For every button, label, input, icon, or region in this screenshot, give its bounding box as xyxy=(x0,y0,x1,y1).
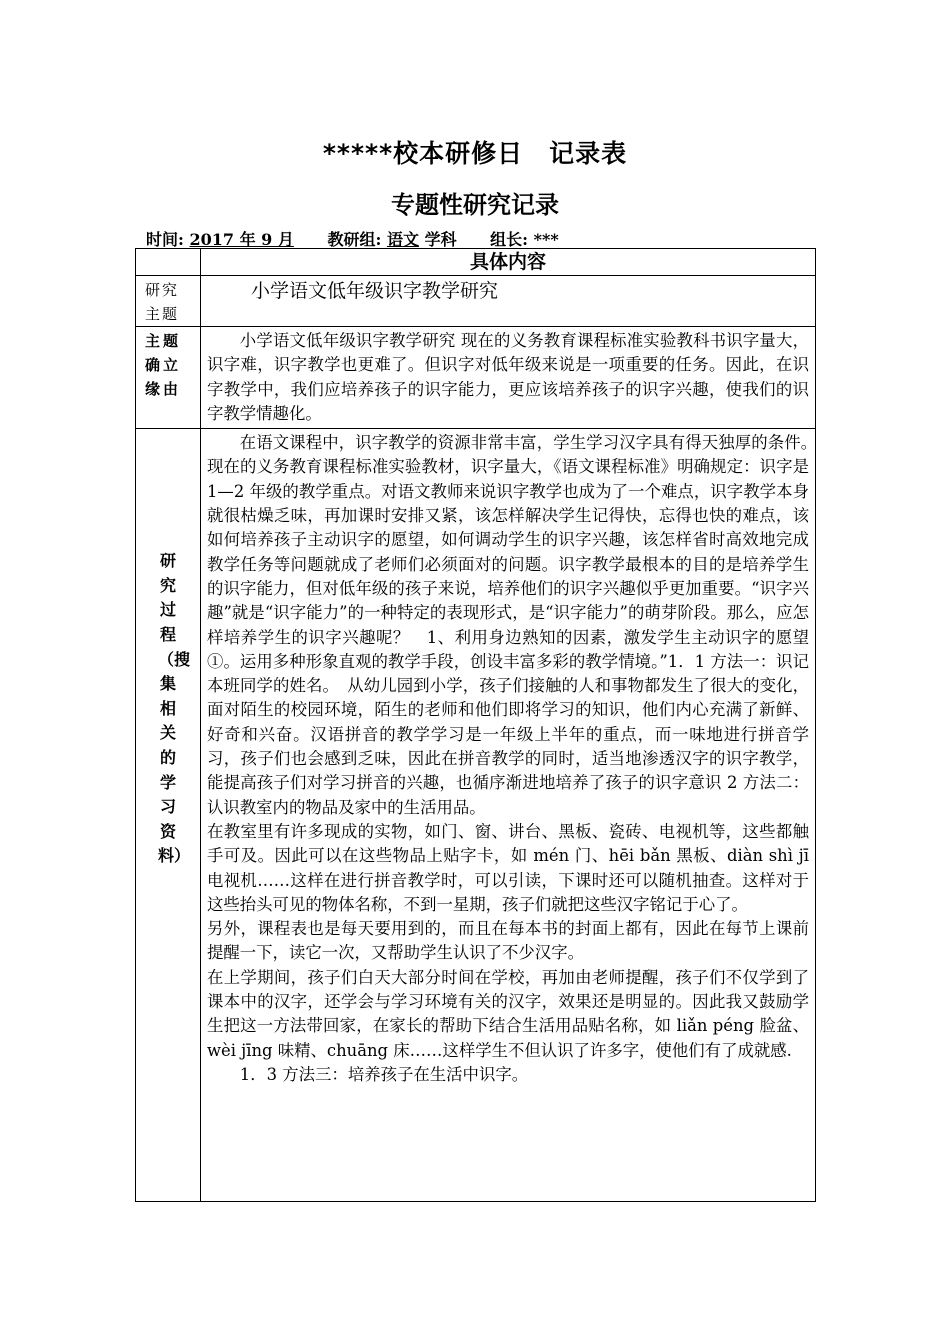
leader-label: 组长: xyxy=(490,230,529,249)
group-suffix: 学科 xyxy=(424,230,457,249)
reason-label: 主题确立缘由 xyxy=(145,332,182,398)
topic-value: 小学语文低年级识字教学研究 xyxy=(251,280,499,302)
process-row xyxy=(136,429,816,1202)
process-paragraph: 另外，课程表也是每天要用到的，而且在每本书的封面上都有，因此在每节上课前提醒一下，读它一次，又帮助学生认识了不少汉字。 xyxy=(207,919,809,963)
process-paragraph: 在教室里有许多现成的实物，如门、窗、讲台、黑板、瓷砖、电视机等，这些都触手可及。因此可以在这些物品上贴字卡，如 mén 门、hēi bǎn 黑板、diàn shì jī 电视机……这样在进行拼音教学时，可以引读，下课时还可以随机抽查。这样对于这些抬头可见的物体名称，不到一星期，孩子们就把这些汉字铭记于心了。 xyxy=(207,821,809,914)
leader-value: *** xyxy=(533,230,559,249)
process-label: 研究过程（搜集相关的学习资料） xyxy=(158,551,191,866)
process-paragraph: 在语文课程中，识字教学的资源非常丰富，学生学习汉字具有得天独厚的条件。 现在的义务教育课程标准实验教材，识字量大，《语文课程标准》明确规定：识字是 1—2 年级的教学重点。对语文教师来说识字教学也成为了一个难点，识字教学本身就很枯燥乏味，再加课时安排又紧，该怎样解决学生记得快，忘得也快的难点，该如何培养孩子主动识字的愿望，如何调动学生的识字兴趣，该怎样省时高效地完成教学任务等问题就成了老师们必须面对的问题。识字教学最根本的目的是培养学生的识字能力，但对低年级的孩子来说，培养他们的识字兴趣似乎更加重要。“识字兴趣”就是“识字能力”的一种特定的表现形式，是“识字能力”的萌芽阶段。那么，应怎样培养学生的识字兴趣呢？ 1、利用身边熟知的因素，激发学生主动识字的愿望 ①。运用多种形象直观的教学手段，创设丰富多彩的教学情境。”1．1 方法一：识记本班同学的姓名。 从幼儿园到小学，孩子们接触的人和事物都发生了很大的变化，面对陌生的校园环境，陌生的老师和他们即将学习的知识，他们内心充满了新鲜、好奇和兴奋。汉语拼音的教学学习是一年级上半年的重点，而一味地进行拼音学习，孩子们也会感到乏味，因此在拼音教学的同时，适当地渗透汉字的识字教学，能提高孩子们对学习拼音的兴趣，也循序渐进地培养了孩子的识字意识 2 方法二：认识教室内的物品及家中的生活用品。 xyxy=(207,433,842,817)
meta-line xyxy=(146,227,559,250)
table-header: 具体内容 xyxy=(201,249,816,276)
reason-row xyxy=(136,327,816,429)
group-label: 教研组: xyxy=(327,230,382,249)
page-subtitle: 专题性研究记录 xyxy=(391,191,559,219)
process-paragraph: 1．3 方法三：培养孩子在生活中识字。 xyxy=(239,1064,529,1084)
table-header-row xyxy=(136,249,816,276)
topic-row xyxy=(136,276,816,327)
record-table xyxy=(135,248,842,1202)
topic-label: 研究主题 xyxy=(145,281,180,323)
reason-text: 小学语文低年级识字教学研究 现在的义务教育课程标准实验教科书识字量大，识字难，识字教学也更难了。但识字对低年级来说是一项重要的任务。因此，在识字教学中，我们应培养孩子的识字能力，更应该培养孩子的识字兴趣，使我们的识字教学情趣化。 xyxy=(207,331,809,423)
process-content xyxy=(201,429,842,1089)
process-paragraph: 在上学期间，孩子们白天大部分时间在学校，再加由老师提醒，孩子们不仅学到了课本中的汉字，还学会与学习环境有关的汉字，效果还是明显的。因此我又鼓励学生把这一方法带回家，在家长的帮助下结合生活用品贴名称，如 liǎn péng 脸盆、wèi jīng 味精、chuāng 床……这样学生不但认识了许多字，使他们有了成就感. xyxy=(207,967,809,1060)
time-label: 时间: xyxy=(146,230,184,249)
page-title: *****校本研修日 记录表 xyxy=(322,139,628,168)
time-value: 2017 年 9 月 xyxy=(189,230,294,249)
group-value: 语文 xyxy=(386,230,419,249)
